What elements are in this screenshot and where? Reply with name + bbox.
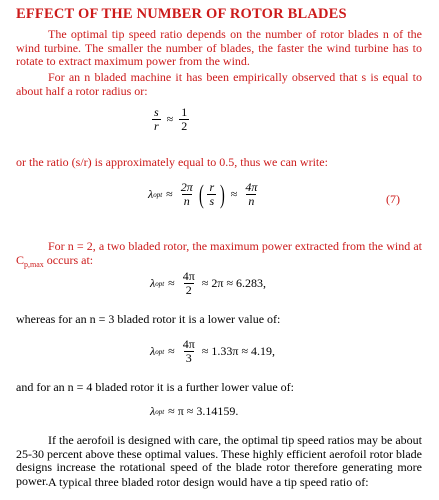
denominator: 3 [185, 351, 192, 365]
equation-result: ≈ 2π ≈ 6.283, [201, 276, 267, 290]
paragraph-two-bladed [16, 240, 422, 271]
lambda-symbol: λ [148, 187, 154, 201]
numerator: s [154, 105, 159, 119]
equation-three-bladed [150, 338, 275, 365]
denominator: 2 [185, 283, 192, 297]
approx-symbol: ≈ [166, 112, 174, 126]
approx-symbol: ≈ [230, 187, 238, 201]
paragraph-tip-speed-intro: The optimal tip speed ratio depends on the number of rotor blades n of the wind turbine. The smaller the number of blades, the faster the wind turbine has to rotate to extract maximum power from the wind. [16, 27, 422, 68]
numerator: 1 [181, 105, 188, 119]
denominator: s [209, 194, 215, 208]
subscript-opt: opt [155, 407, 165, 416]
fraction-r-s [207, 181, 216, 208]
two-bladed-text: For n = 2, a two bladed rotor, the maximum power extracted from the wind at C [16, 239, 422, 267]
denominator: 2 [181, 119, 188, 133]
equation-7 [148, 181, 261, 208]
lambda-symbol: λ [150, 404, 156, 418]
subscript-opt: opt [153, 190, 163, 199]
section-heading: EFFECT OF THE NUMBER OF ROTOR BLADES [16, 6, 347, 22]
equation-s-over-r [150, 106, 191, 133]
numerator: 2π [180, 180, 193, 194]
left-paren: ( [198, 179, 204, 209]
occurs-at-text: occurs at: [43, 252, 94, 267]
fraction-4pi-n [243, 181, 259, 208]
subscript-opt: opt [155, 347, 165, 356]
denominator: n [248, 194, 255, 208]
equation-result: ≈ π ≈ 3.14159. [168, 404, 239, 418]
paragraph-empirical-observation: For an n bladed machine it has been empirically observed that s is equal to about half a rotor radius or: [16, 70, 422, 98]
numerator: 4π [245, 180, 258, 194]
lambda-symbol: λ [150, 276, 156, 290]
numerator: r [209, 180, 215, 194]
numerator: 4π [182, 337, 195, 351]
right-paren: ) [220, 179, 225, 209]
fraction-4pi-2 [181, 270, 197, 297]
numerator: 4π [182, 269, 195, 283]
lambda-symbol: λ [150, 344, 156, 358]
equation-result: ≈ 1.33π ≈ 4.19, [201, 344, 276, 358]
denominator: r [154, 119, 159, 133]
subscript-opt: opt [155, 279, 165, 288]
fraction-s-r [152, 106, 161, 133]
approx-symbol: ≈ [168, 276, 175, 290]
approx-symbol: ≈ [168, 344, 175, 358]
paragraph-ratio: or the ratio (s/r) is approximately equal to 0.5, thus we can write: [16, 155, 328, 169]
paragraph-typical-three-bladed: A typical three bladed rotor design would have a tip speed ratio of: [48, 475, 369, 489]
cp-max-subscript: p,max [24, 259, 44, 269]
fraction-one-half [179, 106, 189, 133]
denominator: n [183, 194, 190, 208]
fraction-4pi-3 [181, 338, 197, 365]
paragraph-four-bladed: and for an n = 4 bladed rotor it is a further lower value of: [16, 380, 295, 394]
equation-number: (7) [386, 192, 400, 206]
equation-four-bladed [150, 404, 238, 419]
paragraph-aerofoil-design: If the aerofoil is designed with care, the optimal tip speed ratios may be about 25-30 percent above these optimal values. These highly efficient aerofoil rotor blade designs increase the rotational speed of the blade rotor therefore generating more power. [16, 433, 422, 488]
fraction-2pi-n [179, 181, 195, 208]
approx-symbol: ≈ [166, 187, 173, 201]
equation-two-bladed [150, 270, 266, 297]
paragraph-three-bladed: whereas for an n = 3 bladed rotor it is a lower value of: [16, 312, 281, 326]
